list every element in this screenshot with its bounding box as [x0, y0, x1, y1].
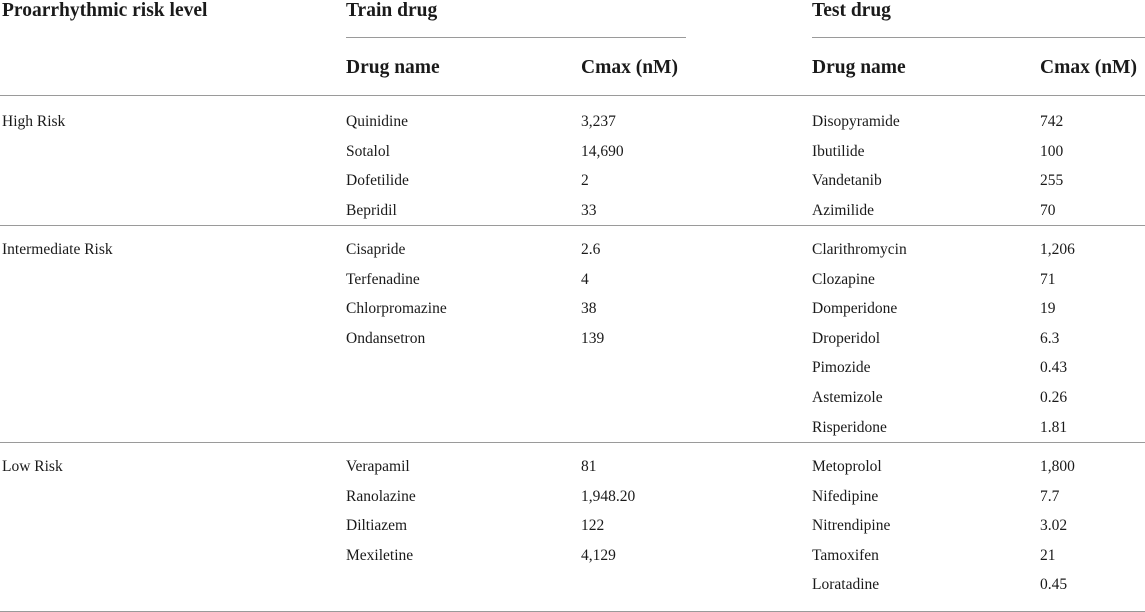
train-drug-name: Chlorpromazine: [346, 300, 447, 317]
test-drug-name: Risperidone: [812, 419, 887, 436]
test-drug-name: Clozapine: [812, 271, 875, 288]
test-drug-cmax: 71: [1040, 271, 1056, 288]
test-drug-cmax: 6.3: [1040, 330, 1060, 347]
train-drug-cmax: 4,129: [581, 547, 616, 564]
header-train-drug-name: Drug name: [346, 57, 440, 78]
train-drug-name: Sotalol: [346, 143, 390, 160]
train-drug-name: Quinidine: [346, 113, 408, 130]
train-drug-cmax: 139: [581, 330, 605, 347]
group-divider: [0, 225, 1145, 226]
test-drug-name: Tamoxifen: [812, 547, 879, 564]
test-drug-name: Disopyramide: [812, 113, 900, 130]
test-drug-name: Astemizole: [812, 389, 883, 406]
test-drug-cmax: 255: [1040, 172, 1064, 189]
test-drug-cmax: 1,206: [1040, 241, 1075, 258]
test-drug-name: Metoprolol: [812, 458, 882, 475]
test-drug-cmax: 0.43: [1040, 359, 1068, 376]
train-drug-cmax: 14,690: [581, 143, 624, 160]
test-drug-name: Nifedipine: [812, 488, 879, 505]
train-drug-name: Cisapride: [346, 241, 406, 258]
test-drug-cmax: 0.45: [1040, 576, 1068, 593]
test-drug-name: Nitrendipine: [812, 517, 891, 534]
header-test-drug: Test drug: [812, 0, 891, 21]
header-train-drug: Train drug: [346, 0, 438, 21]
test-drug-name: Loratadine: [812, 576, 880, 593]
test-drug-cmax: 7.7: [1040, 488, 1060, 505]
test-drug-name: Clarithromycin: [812, 241, 907, 258]
test-drug-cmax: 1,800: [1040, 458, 1075, 475]
train-drug-name: Ranolazine: [346, 488, 416, 505]
risk-level-label: High Risk: [2, 113, 66, 130]
train-drug-cmax: 33: [581, 202, 597, 219]
test-drug-cmax: 100: [1040, 143, 1064, 160]
header-risk-level: Proarrhythmic risk level: [2, 0, 208, 21]
train-drug-name: Verapamil: [346, 458, 410, 475]
test-drug-name: Azimilide: [812, 202, 874, 219]
train-drug-name: Terfenadine: [346, 271, 420, 288]
train-group-rule: [346, 37, 686, 38]
train-drug-name: Diltiazem: [346, 517, 408, 534]
test-drug-name: Ibutilide: [812, 143, 865, 160]
test-drug-name: Domperidone: [812, 300, 898, 317]
train-drug-name: Dofetilide: [346, 172, 409, 189]
risk-level-label: Intermediate Risk: [2, 241, 113, 258]
risk-level-label: Low Risk: [2, 458, 63, 475]
test-drug-cmax: 742: [1040, 113, 1064, 130]
test-drug-cmax: 70: [1040, 202, 1056, 219]
train-drug-name: Bepridil: [346, 202, 397, 219]
train-drug-cmax: 3,237: [581, 113, 616, 130]
test-drug-name: Vandetanib: [812, 172, 882, 189]
train-drug-name: Mexiletine: [346, 547, 414, 564]
test-group-rule: [812, 37, 1145, 38]
train-drug-cmax: 81: [581, 458, 597, 475]
test-drug-cmax: 19: [1040, 300, 1056, 317]
test-drug-cmax: 0.26: [1040, 389, 1068, 406]
test-drug-cmax: 3.02: [1040, 517, 1068, 534]
group-divider: [0, 442, 1145, 443]
train-drug-name: Ondansetron: [346, 330, 426, 347]
test-drug-name: Pimozide: [812, 359, 871, 376]
train-drug-cmax: 2.6: [581, 241, 601, 258]
train-drug-cmax: 4: [581, 271, 589, 288]
train-drug-cmax: 122: [581, 517, 605, 534]
header-test-cmax: Cmax (nM): [1040, 57, 1137, 78]
header-bottom-rule: [0, 95, 1145, 96]
test-drug-name: Droperidol: [812, 330, 881, 347]
test-drug-cmax: 21: [1040, 547, 1056, 564]
train-drug-cmax: 1,948.20: [581, 488, 636, 505]
header-train-cmax: Cmax (nM): [581, 57, 678, 78]
header-test-drug-name: Drug name: [812, 57, 906, 78]
train-drug-cmax: 2: [581, 172, 589, 189]
test-drug-cmax: 1.81: [1040, 419, 1068, 436]
train-drug-cmax: 38: [581, 300, 597, 317]
